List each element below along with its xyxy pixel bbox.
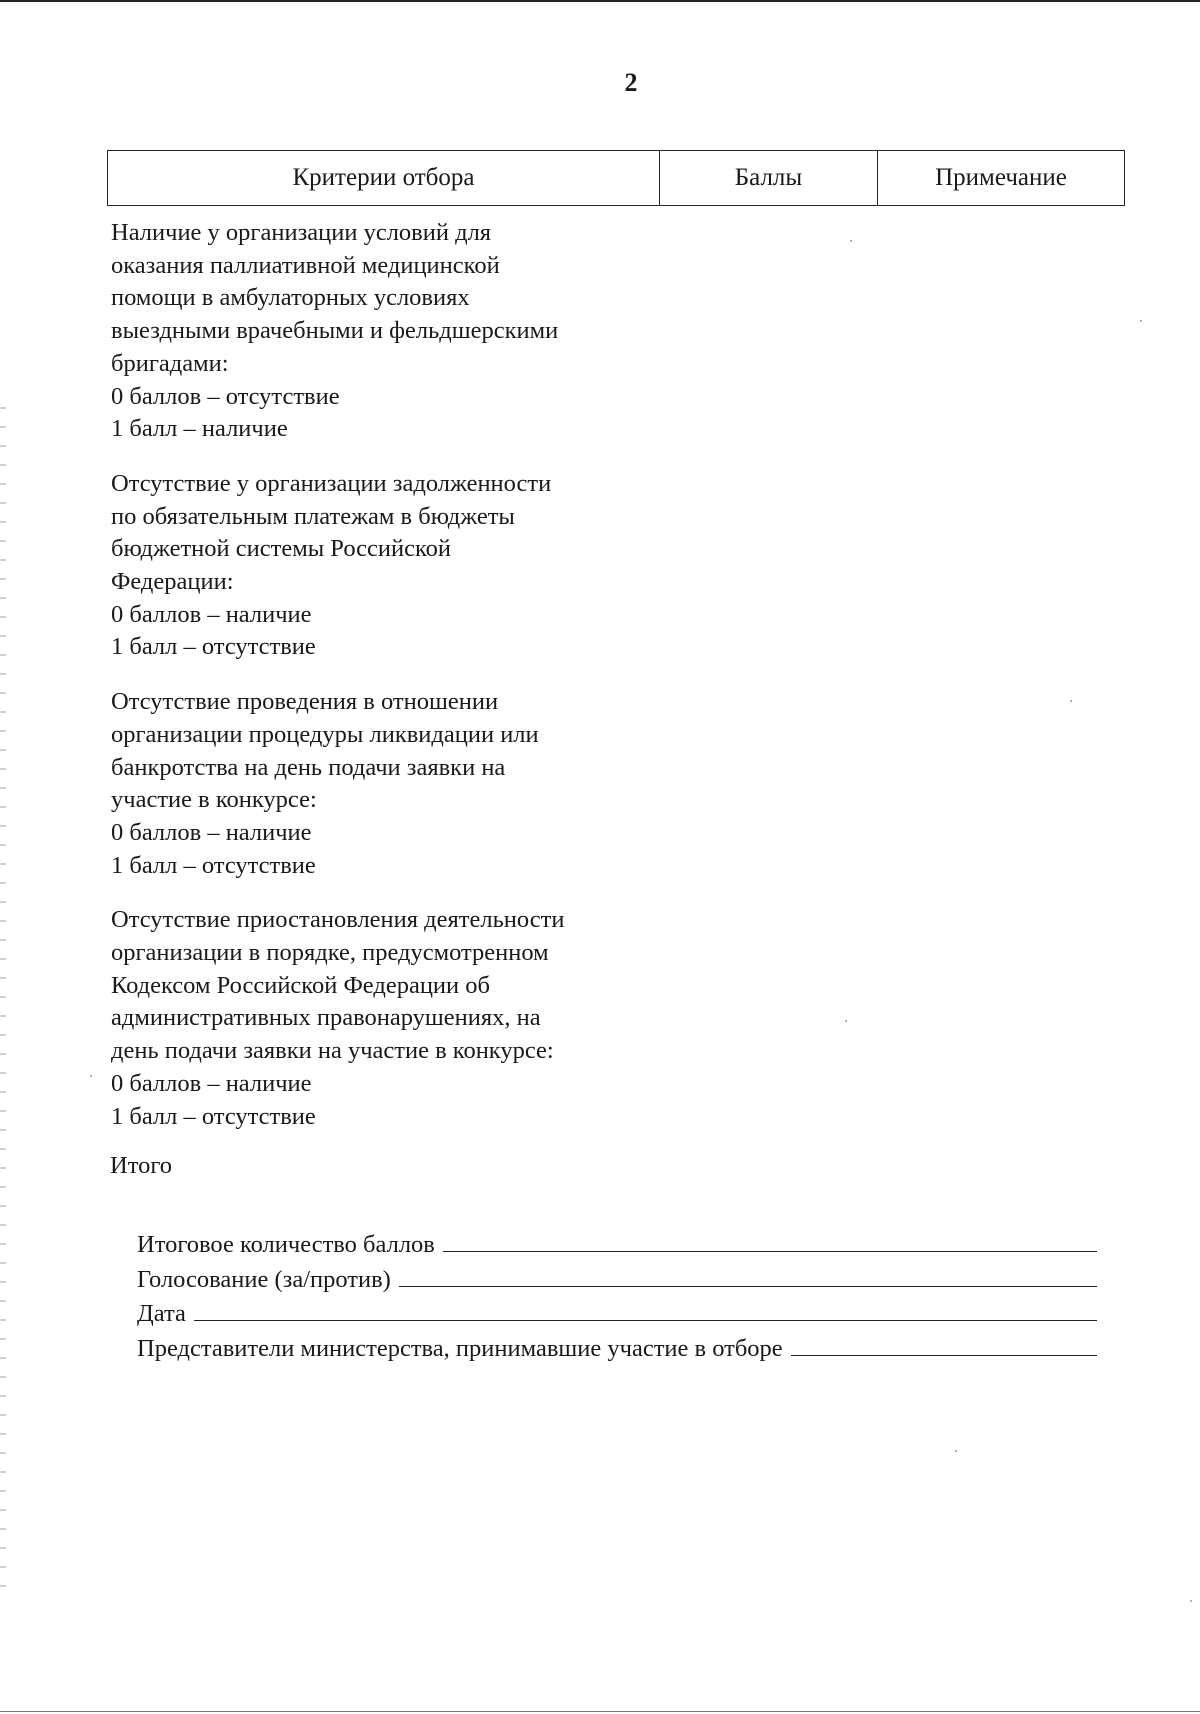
scan-speck — [1140, 320, 1142, 322]
vote-label: Голосование (за/против) — [137, 1265, 391, 1293]
date-field[interactable] — [194, 1296, 1097, 1321]
scan-speck — [90, 1075, 92, 1077]
column-header-score: Баллы — [660, 151, 878, 206]
criterion-text-line: Кодексом Российской Федерации об — [111, 971, 490, 999]
criterion-text-line: помощи в амбулаторных условиях — [111, 284, 470, 312]
criteria-table-header — [107, 150, 1125, 206]
criterion-text-line: по обязательным платежам в бюджеты — [111, 502, 515, 530]
table-header-row — [108, 151, 1125, 206]
criterion-text-line: оказания паллиативной медицинской — [111, 251, 500, 279]
criterion-no-liquidation — [111, 686, 671, 882]
total-points-row — [137, 1227, 1097, 1262]
criteria-list — [111, 217, 671, 1155]
vote-field[interactable] — [399, 1262, 1097, 1287]
date-row — [137, 1296, 1097, 1331]
criterion-text-line: банкротства на день подачи заявки на — [111, 753, 506, 781]
criterion-text-line: Отсутствие у организации задолженности — [111, 469, 552, 497]
score-option-one: 1 балл – отсутствие — [111, 1102, 316, 1130]
criterion-text-line: выездными врачебными и фельдшерскими — [111, 317, 559, 345]
criterion-text-line: бригадами: — [111, 349, 229, 377]
scan-speck — [845, 1020, 847, 1022]
criterion-palliative-care — [111, 217, 671, 446]
score-option-one: 1 балл – наличие — [111, 415, 288, 443]
representatives-field[interactable] — [791, 1331, 1097, 1356]
criterion-text-line: бюджетной системы Российской — [111, 535, 452, 563]
column-header-note: Примечание — [878, 151, 1125, 206]
criterion-text-line: Отсутствие приостановления деятельности — [111, 906, 565, 934]
criterion-text-line: Наличие у организации условий для — [111, 219, 492, 246]
date-label: Дата — [137, 1300, 186, 1327]
criterion-text-line: организации процедуры ликвидации или — [111, 720, 539, 748]
scan-speck — [955, 1450, 957, 1452]
bottom-border — [0, 1711, 1200, 1712]
scan-speck — [1190, 1600, 1192, 1602]
criterion-text-line: организации в порядке, предусмотренном — [111, 939, 549, 967]
scan-speck — [1070, 700, 1072, 702]
criterion-text-line: Отсутствие проведения в отношении — [111, 688, 499, 716]
column-header-criteria: Критерии отбора — [108, 151, 660, 206]
score-option-one: 1 балл – отсутствие — [111, 851, 316, 879]
scan-edge-noise — [0, 400, 6, 1600]
page-number: 2 — [624, 68, 638, 97]
criterion-no-suspension — [111, 904, 671, 1133]
score-option-zero: 0 баллов – наличие — [111, 1069, 312, 1097]
total-label: Итого — [110, 1152, 173, 1179]
criterion-text-line: участие в конкурсе: — [111, 786, 317, 814]
score-option-one: 1 балл – отсутствие — [111, 633, 316, 661]
top-border — [0, 0, 1200, 2]
criterion-text-line: день подачи заявки на участие в конкурсе: — [111, 1037, 554, 1065]
total-points-label: Итоговое количество баллов — [137, 1231, 435, 1258]
criterion-no-debt — [111, 468, 671, 664]
vote-row — [137, 1262, 1097, 1297]
criterion-text-line: административных правонарушениях, на — [111, 1004, 541, 1032]
score-option-zero: 0 баллов – наличие — [111, 818, 312, 846]
representatives-label: Представители министерства, принимавшие участие в отборе — [137, 1334, 783, 1362]
criterion-text-line: Федерации: — [111, 568, 234, 596]
summary-block — [137, 1227, 1097, 1365]
scan-speck — [850, 240, 852, 242]
score-option-zero: 0 баллов – отсутствие — [111, 382, 340, 410]
score-option-zero: 0 баллов – наличие — [111, 600, 312, 628]
representatives-row — [137, 1331, 1097, 1366]
total-points-field[interactable] — [443, 1227, 1097, 1252]
